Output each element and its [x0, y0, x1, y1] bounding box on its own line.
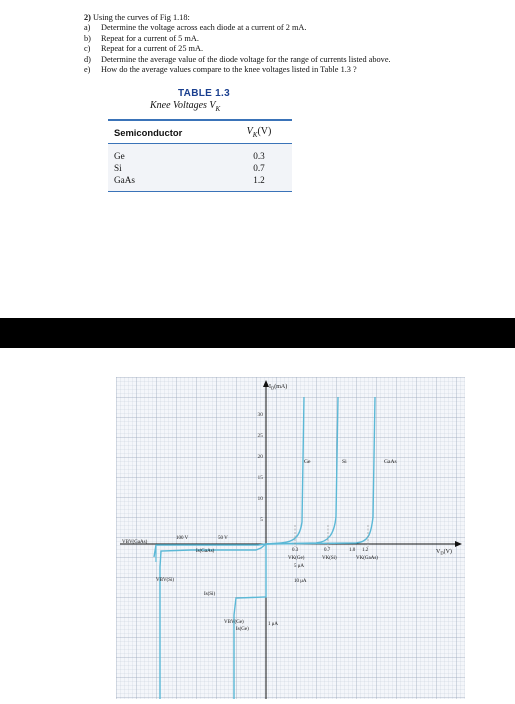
x-axis-label: $V_D(V)$ [436, 549, 452, 556]
y-tick-label: 25 [257, 433, 263, 439]
question-item-e: e) How do the average values compare to the knee voltages listed in Table 1.3 ? [84, 65, 357, 75]
table-header-row [108, 121, 292, 143]
y-axis-label: $I_D(mA)$ [269, 384, 288, 391]
y-tick-label: 10 [257, 496, 263, 502]
question-item-c: c) Repeat for a current of 25 mA. [84, 44, 204, 54]
i10-label: 10 μA [294, 579, 307, 584]
table-row: Ge 0.3 [114, 151, 265, 162]
is-gaas-label: Is(GaAs) [196, 549, 215, 554]
grid [116, 377, 465, 699]
table-title: TABLE 1.3 [178, 88, 230, 99]
table-row: Si 0.7 [114, 163, 265, 174]
diode-characteristics-figure [116, 377, 465, 699]
table-col-semiconductor: Semiconductor [114, 126, 183, 138]
question-item-b: b) Repeat for a current of 5 mA. [84, 33, 199, 43]
y-tick-label: 5 [260, 517, 263, 523]
v100-label: 100 V [176, 536, 189, 541]
separator-band [0, 318, 515, 348]
question-item-d: d) Determine the average value of the diode voltage for the range of currents listed above. [84, 54, 391, 64]
is-si-label: Is(Si) [204, 592, 216, 597]
si-knee-label: VK(Si) [322, 556, 337, 561]
ge-curve-label: Ge [304, 459, 311, 465]
v50-label: 50 V [218, 536, 228, 541]
table-col-voltage: $V_K(V)$ [246, 125, 272, 139]
question-title [84, 13, 504, 23]
knee-voltage-table [108, 119, 292, 192]
vbv-gaas-label: VBV(GaAs) [122, 540, 148, 545]
vbv-si-label: VBV(Si) [156, 578, 175, 583]
gaas-knee-label: VK(GaAs) [356, 556, 378, 561]
is-ge-label: Is(Ge) [236, 627, 249, 632]
gaas-curve-label: GaAs [384, 459, 397, 465]
si-curve-label: Si [342, 459, 347, 465]
ge-knee-value: 0.3 [292, 548, 299, 553]
question-number: 2) [84, 13, 91, 22]
ge-knee-label: VK(Ge) [288, 556, 305, 561]
vbv-ge-label: VBV(Ge) [224, 620, 244, 625]
i1-label: 1 μA [268, 622, 279, 627]
gaas-knee-value: 1.0 [349, 548, 356, 553]
question-title-text: Using the curves of Fig 1.18: [93, 13, 190, 22]
question-item-a: a) Determine the voltage across each diode at a current of 2 mA. [84, 23, 307, 33]
table-row: GaAs 1.2 [114, 175, 265, 186]
y-tick-label: 15 [257, 475, 263, 481]
table-subtitle: Knee Voltages $V_K$ [150, 100, 221, 113]
si-knee-value: 0.7 [324, 548, 331, 553]
y-tick-label: 20 [257, 454, 263, 460]
i5-label: 5 μA [294, 564, 305, 569]
gaas-knee-value-2: 1.2 [362, 548, 369, 553]
y-tick-label: 30 [257, 412, 263, 418]
question-block [84, 13, 504, 75]
